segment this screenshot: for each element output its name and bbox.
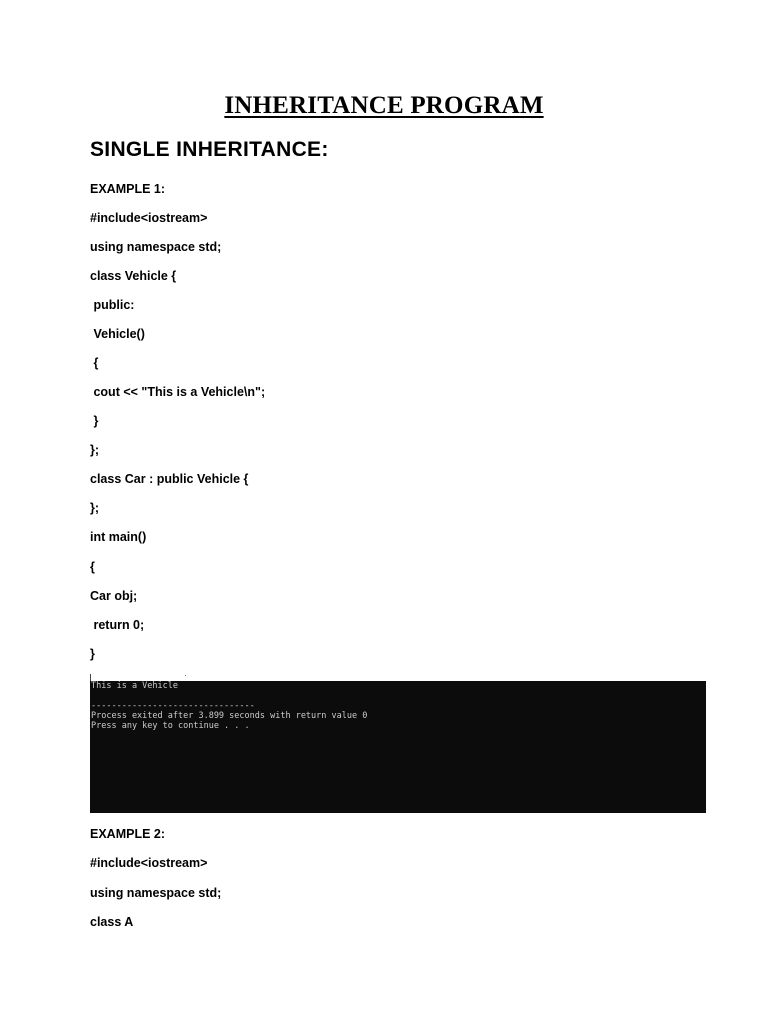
code-line: #include<iostream> bbox=[90, 211, 208, 225]
console-output-screenshot bbox=[90, 681, 706, 813]
code-line: return 0; bbox=[90, 618, 145, 632]
code-line: }; bbox=[90, 501, 100, 515]
example1-label: EXAMPLE 1: bbox=[90, 182, 166, 196]
code-line: class A bbox=[90, 915, 134, 929]
code-line: using namespace std; bbox=[90, 240, 222, 254]
terminal-line: -------------------------------- bbox=[91, 701, 255, 711]
code-line: cout << "This is a Vehicle\n"; bbox=[90, 385, 266, 399]
terminal-line: Press any key to continue . . . bbox=[91, 721, 250, 731]
code-line: public: bbox=[90, 298, 135, 312]
example2-label: EXAMPLE 2: bbox=[90, 827, 166, 841]
code-line: }; bbox=[90, 443, 100, 457]
code-line: Vehicle() bbox=[90, 327, 145, 341]
section-heading: SINGLE INHERITANCE: bbox=[90, 138, 329, 161]
code-line: Car obj; bbox=[90, 589, 138, 603]
code-line: } bbox=[90, 647, 95, 661]
code-line: using namespace std; bbox=[90, 886, 222, 900]
code-line: #include<iostream> bbox=[90, 856, 208, 870]
stray-mark bbox=[185, 675, 186, 676]
code-line: class Vehicle { bbox=[90, 269, 177, 283]
page-title: INHERITANCE PROGRAM bbox=[224, 92, 544, 119]
terminal-line: Process exited after 3.899 seconds with return value 0 bbox=[91, 711, 368, 721]
code-line: } bbox=[90, 414, 99, 428]
terminal-line: This is a Vehicle bbox=[91, 681, 178, 691]
code-line: { bbox=[90, 356, 99, 370]
code-line: int main() bbox=[90, 530, 147, 544]
code-line: class Car : public Vehicle { bbox=[90, 472, 249, 486]
code-line: { bbox=[90, 560, 95, 574]
text-cursor-mark bbox=[90, 674, 91, 681]
